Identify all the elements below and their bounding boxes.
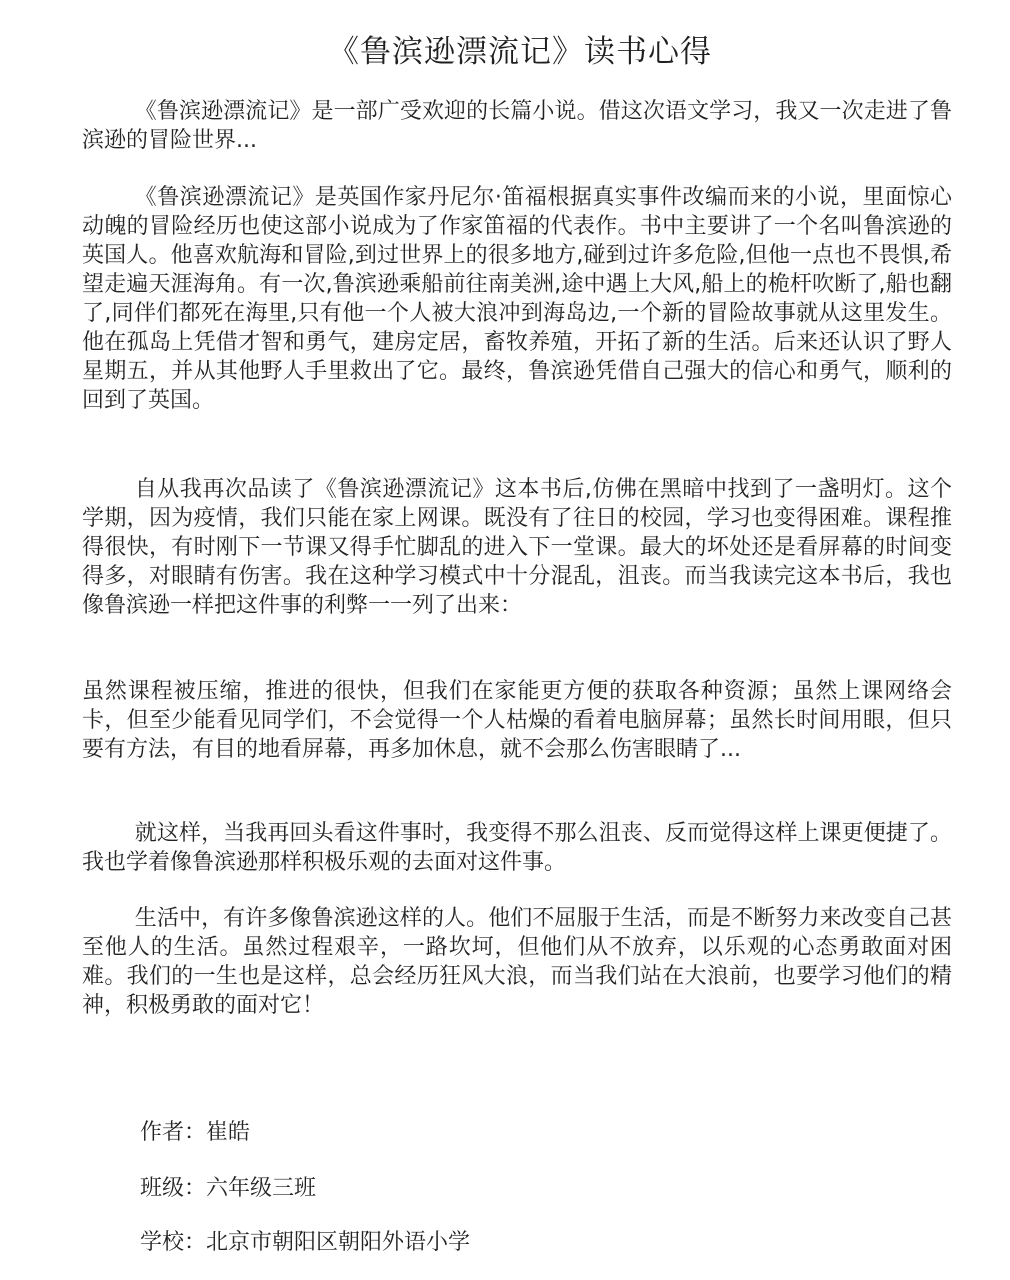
paragraph-reflection: 自从我再次品读了《鲁滨逊漂流记》这本书后,仿佛在黑暗中找到了一盏明灯。这个学期，因为疫情，我们只能在家上网课。既没有了往日的校园，学习也变得困难。课程推得很快，有时刚下一节课又得手忙脚乱的进入下一堂课。最大的坏处还是看屏幕的时间变得多，对眼睛有伤害。我在这种学习模式中十分混乱，沮丧。而当我读完这本书后，我也像鲁滨逊一样把这件事的利弊一一列了出来： (82, 477, 952, 618)
author-name: 崔皓 (206, 1120, 251, 1145)
class-line (140, 1174, 316, 1204)
essay-title: 《鲁滨逊漂流记》读书心得 (328, 34, 712, 70)
author-line (140, 1118, 250, 1148)
school-name: 北京市朝阳区朝阳外语小学 (206, 1230, 471, 1255)
paragraph-intro: 《鲁滨逊漂流记》是一部广受欢迎的长篇小说。借这次语文学习，我又一次走进了鲁滨逊的冒险世界... (82, 99, 952, 153)
paragraph-summary: 《鲁滨逊漂流记》是英国作家丹尼尔·笛福根据真实事件改编而来的小说，里面惊心动魄的冒险经历也使这部小说成为了作家笛福的代表作。书中主要讲了一个名叫鲁滨逊的英国人。他喜欢航海和冒险,到过世界上的很多地方,碰到过许多危险,但他一点也不畏惧,希望走遍天涯海角。有一次,鲁滨逊乘船前往南美洲,途中遇上大风,船上的桅杆吹断了,船也翻了,同伴们都死在海里,只有他一个人被大浪冲到海岛边,一个新的冒险故事就从这里发生。他在孤岛上凭借才智和勇气，建房定居，畜牧养殖，开拓了新的生活。后来还认识了野人星期五，并从其他野人手里救出了它。最终，鲁滨逊凭借自己强大的信心和勇气，顺利的回到了英国。 (82, 185, 952, 413)
school-line (140, 1228, 470, 1258)
author-label: 作者： (140, 1120, 207, 1145)
class-name: 六年级三班 (206, 1176, 317, 1201)
paragraph-pros-cons: 虽然课程被压缩，推进的很快，但我们在家能更方便的获取各种资源；虽然上课网络会卡，但至少能看见同学们，不会觉得一个人枯燥的看着电脑屏幕；虽然长时间用眼，但只要有方法，有目的地看屏幕，再多加休息，就不会那么伤害眼睛了... (82, 679, 952, 762)
paragraph-conclusion: 生活中，有许多像鲁滨逊这样的人。他们不屈服于生活，而是不断努力来改变自己甚至他人的生活。虽然过程艰辛，一路坎坷，但他们从不放弃，以乐观的心态勇敢面对困难。我们的一生也是这样，总会经历狂风大浪，而当我们站在大浪前，也要学习他们的精神，积极勇敢的面对它！ (82, 906, 952, 1018)
school-label: 学校： (140, 1230, 207, 1255)
class-label: 班级： (140, 1176, 207, 1201)
paragraph-change: 就这样，当我再回头看这件事时，我变得不那么沮丧、反而觉得这样上课更便捷了。我也学着像鲁滨逊那样积极乐观的去面对这件事。 (82, 821, 952, 875)
